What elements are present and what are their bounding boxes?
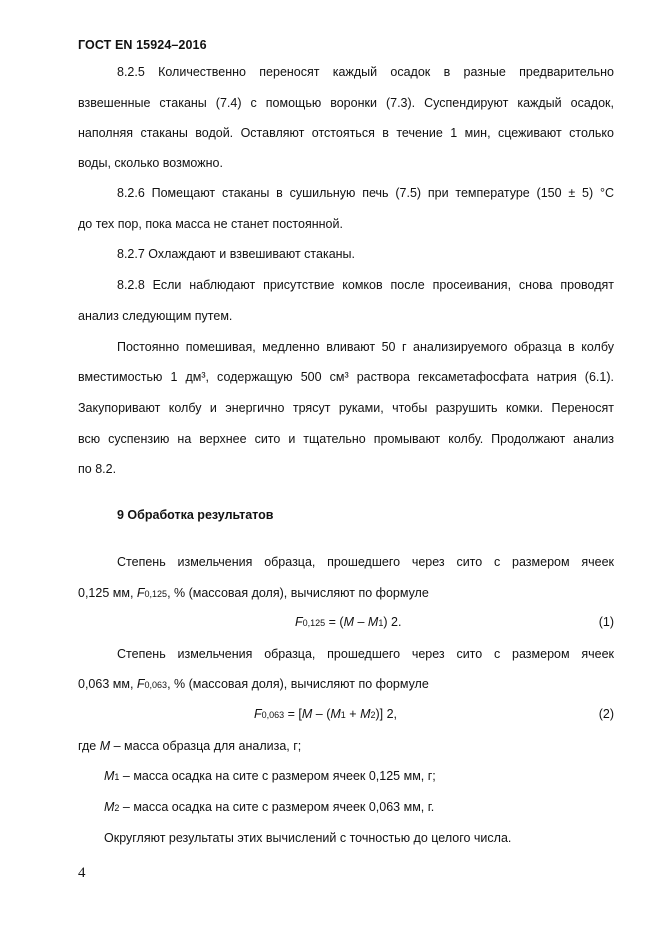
degree2-line-2: 0,063 мм, F0,063, % (массовая доля), вычисляют по формуле <box>78 677 429 691</box>
where-m2: M2 – масса осадка на сите с размером ячеек 0,063 мм, г. <box>104 800 435 814</box>
paragraph-stir-line-4: всю суспензию на верхнее сито и тщательно промывают колбу. Продолжают анализ <box>78 432 614 446</box>
page-number: 4 <box>78 865 86 881</box>
paragraph-826-line-2: до тех пор, пока масса не станет постоянной. <box>78 217 343 231</box>
paragraph-stir-line-1: Постоянно помешивая, медленно вливают 50 г анализируемого образца в колбу <box>117 340 614 354</box>
degree1-line-1: Степень измельчения образца, прошедшего через сито с размером ячеек <box>117 555 614 569</box>
paragraph-828-line-2: анализ следующим путем. <box>78 309 233 323</box>
paragraph-825-line-2: взвешенные стаканы (7.4) с помощью воронки (7.3). Суспендируют каждый осадок, <box>78 96 614 110</box>
rounding-note: Округляют результаты этих вычислений с точностью до целого числа. <box>104 831 512 845</box>
formula-1-number: (1) <box>598 615 614 629</box>
formula-2: F0,063 = [M – (M1 + M2)] 2, <box>254 707 398 721</box>
section-heading: 9 Обработка результатов <box>117 508 274 522</box>
paragraph-826-line-1: 8.2.6 Помещают стаканы в сушильную печь (7.5) при температуре (150 ± 5) °С <box>117 186 614 200</box>
formula-1: F0,125 = (M – M1) 2. <box>295 615 402 629</box>
degree2-line-1: Степень измельчения образца, прошедшего через сито с размером ячеек <box>117 647 614 661</box>
paragraph-828-line-1: 8.2.8 Если наблюдают присутствие комков после просеивания, снова проводят <box>117 278 614 292</box>
paragraph-825-line-4: воды, сколько возможно. <box>78 156 223 170</box>
paragraph-stir-line-2: вместимостью 1 дм³, содержащую 500 см³ раствора гексаметафосфата натрия (6.1). <box>78 370 614 384</box>
paragraph-stir-line-5: по 8.2. <box>78 462 117 476</box>
paragraph-825-line-3: наполняя стаканы водой. Оставляют отстояться в течение 1 мин, сцеживают столько <box>78 126 614 140</box>
formula-2-number: (2) <box>598 707 614 721</box>
paragraph-825-line-1: 8.2.5 Количественно переносят каждый осадок в разные предварительно <box>117 65 614 79</box>
paragraph-stir-line-3: Закупоривают колбу и энергично трясут руками, чтобы разрушить комки. Переносят <box>78 401 614 415</box>
where-m1: M1 – масса осадка на сите с размером ячеек 0,125 мм, г; <box>104 769 436 783</box>
where-m: где M – масса образца для анализа, г; <box>78 739 302 753</box>
degree1-line-2: 0,125 мм, F0,125, % (массовая доля), вычисляют по формуле <box>78 586 429 600</box>
doc-code-header: ГОСТ EN 15924–2016 <box>78 38 207 52</box>
paragraph-827: 8.2.7 Охлаждают и взвешивают стаканы. <box>117 247 356 261</box>
